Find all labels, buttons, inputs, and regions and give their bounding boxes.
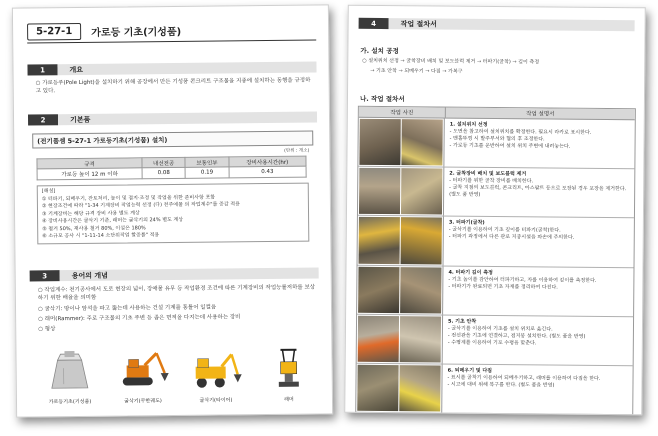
equipment-caption: 래머 bbox=[284, 396, 294, 403]
process-step: 깊이 측정 bbox=[518, 59, 540, 66]
step-title: 5. 기초 안착 bbox=[448, 318, 477, 325]
step-line: - 전선관을 기초에 연결하고, 접지봉 설치한다. (별도 품을 반영) bbox=[447, 332, 586, 340]
arrow-icon: → bbox=[442, 68, 449, 75]
site-photo bbox=[359, 168, 400, 215]
process-step: 가복구 bbox=[448, 68, 463, 75]
arrow-icon: → bbox=[512, 59, 519, 66]
step-line: - 터파기가 완료되면 기초 자재를 정리하여 다진다. bbox=[448, 283, 558, 291]
definition-item: ○ 래머(Rammer): 주로 구조물의 기초 주변 등 좁은 면적을 다지는데 사용하는 장비 bbox=[38, 314, 241, 323]
table-row bbox=[358, 216, 634, 268]
title-code: 5-27-1 bbox=[27, 23, 81, 41]
section-number: 2 bbox=[28, 114, 58, 125]
table-row bbox=[357, 315, 633, 367]
step-description bbox=[443, 266, 633, 316]
section-number: 1 bbox=[27, 64, 57, 75]
overview-text: ○ 가로등주(Pole Light)을 설치하기 위해 공장에서 만든 기성품 콘크리트 구조물을 지중에 설치하는 동행을 규정하고 있다. bbox=[35, 77, 311, 95]
note-line: ③ 기계장비는 해당 규격 장비 사용 별도 계상 bbox=[41, 209, 140, 217]
table-row bbox=[356, 364, 632, 415]
header-cell: 작업 설명서 bbox=[526, 111, 555, 118]
right-page bbox=[344, 5, 646, 416]
process-step: 터파기(굴착) bbox=[482, 58, 511, 66]
site-photo bbox=[401, 218, 442, 265]
step-line: - 굴삭기를 이용하여 기초를 설치 위치로 옮긴다. bbox=[447, 325, 553, 333]
step-line: - 굴삭기를 이용하여 기초 깊이를 터파기(굴착)한다. bbox=[448, 226, 561, 234]
subsection-title: 나. 작업 절차서 bbox=[359, 94, 405, 104]
section-1-header bbox=[27, 61, 316, 75]
arrow-icon: → bbox=[370, 67, 377, 74]
equipment-caption: 가로등기초(기성품) bbox=[48, 398, 92, 406]
note-line: ⑤ 철거 50%, 재사용 철거 80%, 이설은 180% bbox=[42, 224, 146, 232]
step-title: 4. 터파기 깊이 측정 bbox=[448, 269, 493, 276]
procedure-table bbox=[355, 106, 636, 415]
table-cell: 0.19 bbox=[185, 167, 228, 178]
header-cell: 규격 bbox=[37, 158, 142, 169]
equipment-item bbox=[36, 348, 103, 413]
section-4-header bbox=[359, 18, 635, 31]
note-line: ⑥ 소규모 공사 시 "1-11-14 소단위작업 할증률" 적용 bbox=[42, 232, 160, 240]
definition-item: ○ 작업계수: 천기공사에서 도로 현장의 넓이, 장애물 유무 등 작업환경 조건에 따른 기계장비의 작업능률저하를 보상하기 위한 배율을 의미함 bbox=[37, 284, 316, 302]
table-cell: 가로등 높이 12 m 이하 bbox=[37, 168, 142, 180]
labor-table bbox=[36, 156, 306, 181]
equipment-caption: 굴삭기(무한궤도) bbox=[124, 398, 162, 405]
step-description bbox=[442, 364, 632, 414]
step-line: - 맨홀뚜껑 시 발주부서와 협의 후 조정한다. bbox=[449, 135, 545, 143]
section-number: 4 bbox=[359, 18, 389, 29]
table-title: (전기품셈 5-27-1 가로등기초(기성품) 설치) bbox=[32, 131, 313, 149]
process-step: ○ 설치위치 선정 bbox=[362, 57, 399, 65]
step-photos bbox=[357, 315, 443, 364]
site-photo bbox=[399, 365, 440, 412]
arrow-icon: → bbox=[425, 68, 432, 75]
step-description bbox=[444, 119, 634, 169]
header-cell: 보통인부 bbox=[185, 157, 228, 167]
note-line: ① 터파기, 되메우기, 잔토처리, 높이 및 접지·조정 및 작업을 위한 준비사항 포함 bbox=[41, 194, 216, 202]
equipment-gallery bbox=[36, 345, 322, 412]
table-title-text: 전기품셈 5-27-1 가로등기초(기성품) 설치 bbox=[40, 136, 165, 146]
step-description bbox=[443, 315, 633, 365]
section-3-header bbox=[30, 267, 319, 281]
step-line: - 표시를 굴착기 이용하여 되메우기하고, 래머를 이용하여 다짐을 한다. bbox=[447, 374, 601, 382]
header-cell: 장비사용시간(hr) bbox=[229, 156, 307, 167]
equipment-item bbox=[182, 346, 249, 411]
title-rule bbox=[27, 39, 316, 43]
section-title: 개요 bbox=[57, 61, 316, 75]
site-photo bbox=[358, 316, 399, 363]
arrow-icon: → bbox=[400, 58, 407, 65]
site-photo bbox=[401, 168, 442, 215]
note-line: ④ 장비사용시간은 굴삭기 기준, 래머는 굴삭기의 24% 별도 계상 bbox=[42, 216, 184, 225]
section-title: 기본품 bbox=[58, 111, 317, 125]
step-description bbox=[444, 168, 634, 218]
header-cell: 작업 사진 bbox=[359, 107, 446, 118]
equipment-caption: 굴삭기(타이어) bbox=[199, 397, 233, 404]
table-cell: 0.43 bbox=[229, 166, 307, 178]
equipment-item bbox=[255, 345, 322, 410]
step-photos bbox=[358, 216, 444, 265]
section-title: 작업 절차서 bbox=[389, 18, 635, 31]
table-row bbox=[357, 265, 633, 317]
table-row bbox=[358, 118, 634, 170]
process-step: 기초 안착 bbox=[375, 67, 397, 75]
definition-item: ○ 형상 bbox=[38, 326, 56, 333]
process-step: 굴착장비 배치 및 보도블럭 제거 bbox=[406, 58, 476, 65]
site-photo bbox=[358, 266, 399, 313]
step-photos bbox=[358, 118, 444, 167]
subsection-title: 가. 설치 공정 bbox=[360, 46, 399, 56]
step-line: - 도면을 참고하여 설치위치를 확정한다. 필요시 라카로 표시한다. bbox=[449, 128, 592, 136]
page-title bbox=[27, 22, 181, 41]
precast-base-icon bbox=[41, 348, 97, 395]
step-photos bbox=[358, 167, 444, 216]
title-text: 가로등 기초(기성품) bbox=[91, 26, 182, 39]
step-line: - 기초 높이를 감안하여 터파기하고, 자를 이용하여 깊이를 측정한다. bbox=[448, 276, 597, 284]
definitions-list bbox=[38, 283, 317, 334]
excavator-track-icon bbox=[187, 346, 243, 393]
step-title: 6. 되메우기 및 다짐 bbox=[447, 367, 493, 374]
process-line-2 bbox=[362, 66, 636, 78]
arrow-icon: → bbox=[476, 58, 483, 65]
notes-box bbox=[37, 183, 310, 244]
section-2-header bbox=[28, 111, 317, 125]
process-step: 되메우기 bbox=[404, 68, 424, 75]
step-description bbox=[444, 217, 634, 267]
step-line: - 수평계를 이용하여 기포 수평을 맞춘다. bbox=[447, 339, 537, 347]
table-unit: (탄위 : 개소) bbox=[284, 148, 310, 154]
notes-title: [해설] bbox=[41, 188, 56, 195]
site-photo bbox=[359, 217, 400, 264]
step-line: - 터파기를 위한 굴착 장비를 배치한다. bbox=[449, 177, 534, 185]
excavator-wheel-icon bbox=[114, 347, 170, 394]
site-photo bbox=[400, 316, 441, 363]
note-line: ② 현장조건에 따라 "1-34 기계장비 작업능력 선정 (다) 천주예물 의 작업계수"를 증감 적용 bbox=[41, 201, 240, 210]
definition-item: ○ 굴삭기: 땅이나 암석을 파고 뚫는데 사용하는 건설 기계를 통틀어 일컬음 bbox=[37, 304, 217, 313]
site-photo bbox=[359, 119, 400, 166]
section-number: 3 bbox=[30, 270, 60, 281]
step-title: 1. 설치위치 선정 bbox=[449, 121, 488, 128]
site-photo bbox=[400, 267, 441, 314]
section-title: 용어의 개념 bbox=[60, 267, 319, 281]
site-photo bbox=[357, 365, 398, 412]
step-title: 2. 굴착장비 배치 및 보도블럭 제거 bbox=[449, 170, 527, 178]
table-row bbox=[37, 166, 306, 180]
equipment-item bbox=[109, 347, 176, 412]
step-line: - 가로등 기초를 운반하여 설치 위치 주변에 내려놓는다. bbox=[449, 142, 571, 150]
step-line: - 굴착 지점의 보도블럭, 콘크리트, 아스팔트 등으로 포장된 경우 포장을 제거한다. (별도 품 반영) bbox=[449, 184, 627, 199]
process-flow bbox=[362, 56, 636, 78]
step-photos bbox=[357, 265, 443, 314]
table-row bbox=[358, 167, 634, 219]
header-cell: 내선전공 bbox=[142, 157, 185, 167]
rammer-icon bbox=[260, 346, 316, 393]
left-page bbox=[12, 4, 333, 417]
step-line: - 시고에 대비 위해 복구를 한다. (별도 품을 반영) bbox=[447, 381, 555, 389]
site-photo bbox=[401, 119, 442, 166]
step-title: 3. 터파기(굴착) bbox=[448, 219, 485, 227]
step-photos bbox=[356, 364, 442, 413]
table-cell: 0.08 bbox=[142, 167, 185, 178]
process-step: 다짐 bbox=[430, 68, 441, 75]
step-line: - 터파기 과정에서 다른 관로 지중시설을 파손에 주의한다. bbox=[448, 233, 575, 242]
arrow-icon: → bbox=[398, 68, 405, 75]
